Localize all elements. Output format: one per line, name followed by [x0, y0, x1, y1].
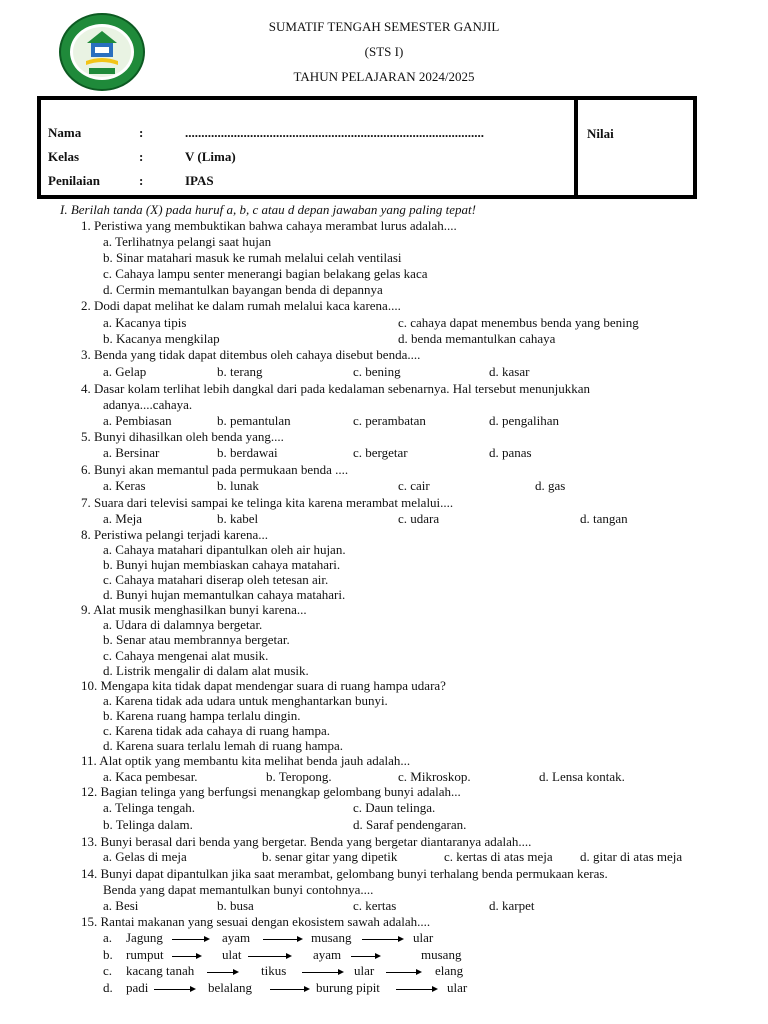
- arrow-icon: [302, 972, 338, 973]
- chain-15a-1: Jagung: [126, 930, 163, 945]
- question-14: 14. Bunyi dapat dipantulkan jika saat merambat, gelombang bunyi terhalang benda permukaan keras.: [81, 866, 608, 881]
- option-9d[interactable]: d. Listrik mengalir di dalam alat musik.: [103, 663, 309, 678]
- penilaian-value: IPAS: [185, 173, 214, 188]
- arrow-head-icon: [375, 953, 381, 959]
- option-2d[interactable]: d. benda memantulkan cahaya: [398, 331, 556, 346]
- question-14-cont: Benda yang dapat memantulkan bunyi contohnya....: [103, 882, 374, 897]
- option-12d[interactable]: d. Saraf pendengaran.: [353, 817, 467, 832]
- penilaian-colon: :: [139, 173, 144, 188]
- arrow-icon: [351, 956, 375, 957]
- arrow-head-icon: [190, 986, 196, 992]
- option-1b[interactable]: b. Sinar matahari masuk ke rumah melalui celah ventilasi: [103, 250, 402, 265]
- question-11: 11. Alat optik yang membantu kita melihat benda jauh adalah...: [81, 753, 411, 768]
- option-5c[interactable]: c. bergetar: [353, 445, 408, 460]
- arrow-head-icon: [204, 936, 210, 942]
- option-5d[interactable]: d. panas: [489, 445, 532, 460]
- option-13b[interactable]: b. senar gitar yang dipetik: [262, 849, 398, 864]
- arrow-icon: [172, 939, 204, 940]
- arrow-icon: [263, 939, 297, 940]
- chain-15b-3: ayam: [313, 947, 342, 962]
- option-15a-letter[interactable]: a.: [103, 930, 113, 945]
- option-11c[interactable]: c. Mikroskop.: [398, 769, 471, 784]
- option-10d[interactable]: d. Karena suara terlalu lemah di ruang hampa.: [103, 738, 344, 753]
- option-8a[interactable]: a. Cahaya matahari dipantulkan oleh air hujan.: [103, 542, 346, 557]
- option-6a[interactable]: a. Keras: [103, 478, 146, 493]
- option-12b[interactable]: b. Telinga dalam.: [103, 817, 193, 832]
- question-13: 13. Bunyi berasal dari benda yang bergetar. Benda yang bergetar diantaranya adalah....: [81, 834, 532, 849]
- question-8: 8. Peristiwa pelangi terjadi karena...: [81, 527, 268, 542]
- exam-subtitle: (STS I): [364, 44, 404, 59]
- option-6b[interactable]: b. lunak: [217, 478, 259, 493]
- chain-15d-1: padi: [126, 980, 149, 995]
- option-1d[interactable]: d. Cermin memantulkan bayangan benda di depannya: [103, 282, 383, 297]
- option-13a[interactable]: a. Gelas di meja: [103, 849, 187, 864]
- chain-15b-1: rumput: [126, 947, 164, 962]
- question-5: 5. Bunyi dihasilkan oleh benda yang....: [81, 429, 284, 444]
- option-3d[interactable]: d. kasar: [489, 364, 530, 379]
- option-4a[interactable]: a. Pembiasan: [103, 413, 172, 428]
- arrow-icon: [248, 956, 286, 957]
- option-6d[interactable]: d. gas: [535, 478, 566, 493]
- option-7c[interactable]: c. udara: [398, 511, 440, 526]
- option-6c[interactable]: c. cair: [398, 478, 430, 493]
- chain-15d-4: ular: [447, 980, 468, 995]
- question-4-cont: adanya....cahaya.: [103, 397, 193, 412]
- option-5b[interactable]: b. berdawai: [217, 445, 278, 460]
- question-1: 1. Peristiwa yang membuktikan bahwa cahaya merambat lurus adalah....: [81, 218, 457, 233]
- option-2a[interactable]: a. Kacanya tipis: [103, 315, 187, 330]
- option-12c[interactable]: c. Daun telinga.: [353, 800, 436, 815]
- chain-15b-4: musang: [421, 947, 462, 962]
- instruction: I. Berilah tanda (X) pada huruf a, b, c atau d depan jawaban yang paling tepat!: [60, 202, 476, 217]
- option-11a[interactable]: a. Kaca pembesar.: [103, 769, 198, 784]
- option-8b[interactable]: b. Bunyi hujan membiaskan cahaya matahari.: [103, 557, 341, 572]
- option-9b[interactable]: b. Senar atau membrannya bergetar.: [103, 632, 290, 647]
- option-15b-letter[interactable]: b.: [103, 947, 113, 962]
- nama-field[interactable]: ............................................................................................: [185, 125, 484, 140]
- option-1c[interactable]: c. Cahaya lampu senter menerangi bagian belakang gelas kaca: [103, 266, 428, 281]
- chain-15a-3: musang: [311, 930, 352, 945]
- kelas-label: Kelas: [48, 149, 80, 164]
- chain-15c-4: elang: [435, 963, 464, 978]
- option-10b[interactable]: b. Karena ruang hampa terlalu dingin.: [103, 708, 301, 723]
- option-1a[interactable]: a. Terlihatnya pelangi saat hujan: [103, 234, 272, 249]
- nilai-field[interactable]: [578, 100, 693, 195]
- option-3c[interactable]: c. bening: [353, 364, 401, 379]
- arrow-head-icon: [416, 969, 422, 975]
- arrow-head-icon: [304, 986, 310, 992]
- question-2: 2. Dodi dapat melihat ke dalam rumah melalui kaca karena....: [81, 298, 401, 313]
- chain-15d-3: burung pipit: [316, 980, 380, 995]
- question-4: 4. Dasar kolam terlihat lebih dangkal dari pada kedalaman sebenarnya. Hal tersebut menunjukkan: [81, 381, 590, 396]
- arrow-icon: [362, 939, 398, 940]
- arrow-icon: [396, 989, 432, 990]
- option-9a[interactable]: a. Udara di dalamnya bergetar.: [103, 617, 263, 632]
- option-15c-letter[interactable]: c.: [103, 963, 113, 978]
- option-4d[interactable]: d. pengalihan: [489, 413, 560, 428]
- arrow-head-icon: [432, 986, 438, 992]
- arrow-icon: [172, 956, 196, 957]
- option-10c[interactable]: c. Karena tidak ada cahaya di ruang hampa.: [103, 723, 331, 738]
- option-4b[interactable]: b. pemantulan: [217, 413, 291, 428]
- option-3a[interactable]: a. Gelap: [103, 364, 147, 379]
- option-11d[interactable]: d. Lensa kontak.: [539, 769, 625, 784]
- nama-label: Nama: [48, 125, 82, 140]
- option-13c[interactable]: c. kertas di atas meja: [444, 849, 553, 864]
- arrow-head-icon: [196, 953, 202, 959]
- question-6: 6. Bunyi akan memantul pada permukaan benda ....: [81, 462, 349, 477]
- option-14a[interactable]: a. Besi: [103, 898, 139, 913]
- option-14c[interactable]: c. kertas: [353, 898, 397, 913]
- chain-15a-2: ayam: [222, 930, 251, 945]
- option-8d[interactable]: d. Bunyi hujan memantulkan cahaya matahari.: [103, 587, 346, 602]
- option-3b[interactable]: b. terang: [217, 364, 263, 379]
- exam-title: SUMATIF TENGAH SEMESTER GANJIL: [268, 19, 500, 34]
- option-4c[interactable]: c. perambatan: [353, 413, 426, 428]
- chain-15b-2: ulat: [222, 947, 242, 962]
- arrow-icon: [154, 989, 190, 990]
- school-year: TAHUN PELAJARAN 2024/2025: [293, 69, 475, 84]
- kelas-colon: :: [139, 149, 144, 164]
- chain-15c-2: tikus: [261, 963, 287, 978]
- arrow-head-icon: [297, 936, 303, 942]
- chain-15a-4: ular: [413, 930, 434, 945]
- question-3: 3. Benda yang tidak dapat ditembus oleh cahaya disebut benda....: [81, 347, 421, 362]
- option-7d[interactable]: d. tangan: [580, 511, 628, 526]
- option-14b[interactable]: b. busa: [217, 898, 254, 913]
- arrow-icon: [207, 972, 233, 973]
- question-12: 12. Bagian telinga yang berfungsi menangkap gelombang bunyi adalah...: [81, 784, 461, 799]
- arrow-icon: [270, 989, 304, 990]
- chain-15c-1: kacang tanah: [126, 963, 195, 978]
- question-7: 7. Suara dari televisi sampai ke telinga kita karena merambat melalui....: [81, 495, 454, 510]
- option-11b[interactable]: b. Teropong.: [266, 769, 332, 784]
- arrow-head-icon: [286, 953, 292, 959]
- arrow-icon: [386, 972, 416, 973]
- nilai-label: Nilai: [587, 126, 614, 141]
- option-2c[interactable]: c. cahaya dapat menembus benda yang bening: [398, 315, 639, 330]
- penilaian-label: Penilaian: [48, 173, 101, 188]
- nama-colon: :: [139, 125, 144, 140]
- option-7a[interactable]: a. Meja: [103, 511, 142, 526]
- arrow-head-icon: [233, 969, 239, 975]
- option-8c[interactable]: c. Cahaya matahari diserap oleh tetesan air.: [103, 572, 329, 587]
- arrow-head-icon: [338, 969, 344, 975]
- option-14d[interactable]: d. karpet: [489, 898, 535, 913]
- chain-15c-3: ular: [354, 963, 375, 978]
- option-7b[interactable]: b. kabel: [217, 511, 259, 526]
- option-10a[interactable]: a. Karena tidak ada udara untuk menghantarkan bunyi.: [103, 693, 388, 708]
- option-13d[interactable]: d. gitar di atas meja: [580, 849, 683, 864]
- option-9c[interactable]: c. Cahaya mengenai alat musik.: [103, 648, 269, 663]
- question-10: 10. Mengapa kita tidak dapat mendengar suara di ruang hampa udara?: [81, 678, 446, 693]
- question-15: 15. Rantai makanan yang sesuai dengan ekosistem sawah adalah....: [81, 914, 431, 929]
- option-15d-letter[interactable]: d.: [103, 980, 113, 995]
- option-12a[interactable]: a. Telinga tengah.: [103, 800, 195, 815]
- option-5a[interactable]: a. Bersinar: [103, 445, 160, 460]
- chain-15d-2: belalang: [208, 980, 253, 995]
- question-9: 9. Alat musik menghasilkan bunyi karena...: [81, 602, 307, 617]
- arrow-head-icon: [398, 936, 404, 942]
- option-2b[interactable]: b. Kacanya mengkilap: [103, 331, 220, 346]
- kelas-value: V (Lima): [185, 149, 236, 164]
